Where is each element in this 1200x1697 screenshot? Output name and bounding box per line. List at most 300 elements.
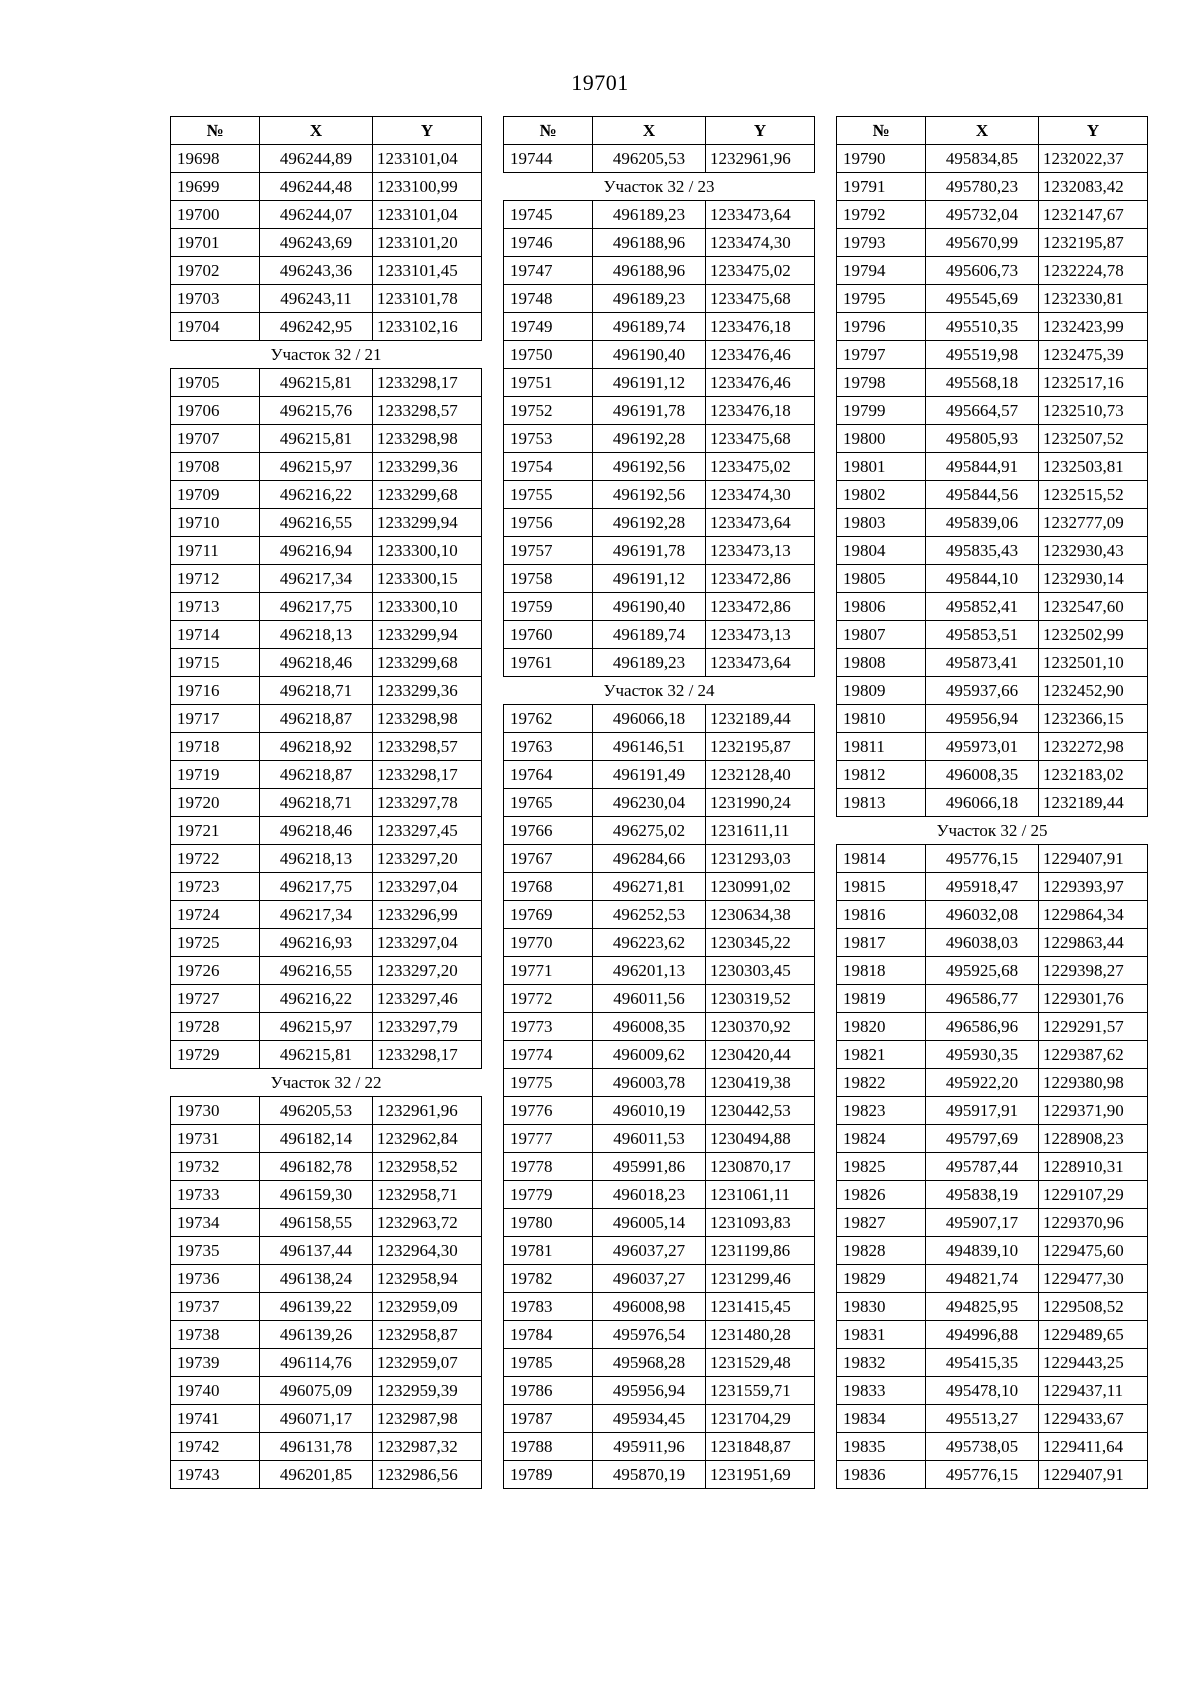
x-coordinate-cell: 496114,76: [260, 1349, 373, 1377]
table-row: [504, 845, 815, 873]
point-number-cell: 19717: [171, 705, 260, 733]
y-coordinate-cell: 1233297,20: [373, 957, 482, 985]
point-number-cell: 19736: [171, 1265, 260, 1293]
y-coordinate-cell: 1233472,86: [706, 593, 815, 621]
header-row: [837, 117, 1148, 145]
x-coordinate-cell: 496188,96: [593, 257, 706, 285]
coordinates-table-2: [503, 116, 815, 1489]
y-coordinate-cell: 1233299,94: [373, 621, 482, 649]
y-coordinate-cell: 1232958,94: [373, 1265, 482, 1293]
x-coordinate-cell: 495738,05: [926, 1433, 1039, 1461]
y-coordinate-cell: 1233476,18: [706, 313, 815, 341]
table-row: [171, 369, 482, 397]
table-row: [171, 1153, 482, 1181]
point-number-cell: 19802: [837, 481, 926, 509]
point-number-cell: 19767: [504, 845, 593, 873]
x-coordinate-cell: 496271,81: [593, 873, 706, 901]
y-coordinate-cell: 1232930,43: [1039, 537, 1148, 565]
x-coordinate-cell: 495415,35: [926, 1349, 1039, 1377]
section-row: [504, 173, 815, 201]
point-number-cell: 19823: [837, 1097, 926, 1125]
table-row: [504, 1013, 815, 1041]
table-row: [837, 1153, 1148, 1181]
y-coordinate-cell: 1229291,57: [1039, 1013, 1148, 1041]
table-row: [504, 789, 815, 817]
table-row: [837, 1097, 1148, 1125]
y-coordinate-cell: 1232452,90: [1039, 677, 1148, 705]
point-number-cell: 19796: [837, 313, 926, 341]
point-number-cell: 19702: [171, 257, 260, 285]
table-row: [171, 1377, 482, 1405]
table-row: [504, 649, 815, 677]
point-number-cell: 19752: [504, 397, 593, 425]
point-number-cell: 19710: [171, 509, 260, 537]
x-coordinate-cell: 495956,94: [926, 705, 1039, 733]
x-coordinate-cell: 495834,85: [926, 145, 1039, 173]
point-number-cell: 19794: [837, 257, 926, 285]
y-coordinate-cell: 1233475,02: [706, 453, 815, 481]
y-coordinate-cell: 1229437,11: [1039, 1377, 1148, 1405]
x-coordinate-cell: 495670,99: [926, 229, 1039, 257]
header-x: X: [260, 117, 373, 145]
table-row: [837, 229, 1148, 257]
table-row: [504, 817, 815, 845]
point-number-cell: 19784: [504, 1321, 593, 1349]
table-row: [504, 1125, 815, 1153]
y-coordinate-cell: 1232366,15: [1039, 705, 1148, 733]
table-row: [171, 1405, 482, 1433]
x-coordinate-cell: 496215,97: [260, 453, 373, 481]
x-coordinate-cell: 495797,69: [926, 1125, 1039, 1153]
table-row: [504, 901, 815, 929]
x-coordinate-cell: 496158,55: [260, 1209, 373, 1237]
x-coordinate-cell: 496201,85: [260, 1461, 373, 1489]
point-number-cell: 19788: [504, 1433, 593, 1461]
point-number-cell: 19793: [837, 229, 926, 257]
y-coordinate-cell: 1229301,76: [1039, 985, 1148, 1013]
table-row: [504, 873, 815, 901]
y-coordinate-cell: 1232272,98: [1039, 733, 1148, 761]
y-coordinate-cell: 1229398,27: [1039, 957, 1148, 985]
x-coordinate-cell: 496071,17: [260, 1405, 373, 1433]
x-coordinate-cell: 496216,22: [260, 985, 373, 1013]
point-number-cell: 19806: [837, 593, 926, 621]
table-row: [171, 593, 482, 621]
point-number-cell: 19731: [171, 1125, 260, 1153]
x-coordinate-cell: 496201,13: [593, 957, 706, 985]
x-coordinate-cell: 496192,28: [593, 425, 706, 453]
y-coordinate-cell: 1230370,92: [706, 1013, 815, 1041]
y-coordinate-cell: 1232189,44: [1039, 789, 1148, 817]
x-coordinate-cell: 496217,75: [260, 873, 373, 901]
x-coordinate-cell: 496586,77: [926, 985, 1039, 1013]
header-x: X: [593, 117, 706, 145]
point-number-cell: 19753: [504, 425, 593, 453]
x-coordinate-cell: 496218,46: [260, 649, 373, 677]
point-number-cell: 19774: [504, 1041, 593, 1069]
table-row: [504, 1153, 815, 1181]
coordinates-table-3: [836, 116, 1148, 1489]
x-coordinate-cell: 496192,56: [593, 481, 706, 509]
x-coordinate-cell: 496216,55: [260, 957, 373, 985]
y-coordinate-cell: 1230991,02: [706, 873, 815, 901]
x-coordinate-cell: 496205,53: [260, 1097, 373, 1125]
y-coordinate-cell: 1233297,04: [373, 929, 482, 957]
point-number-cell: 19706: [171, 397, 260, 425]
y-coordinate-cell: 1230319,52: [706, 985, 815, 1013]
y-coordinate-cell: 1233473,64: [706, 201, 815, 229]
x-coordinate-cell: 495937,66: [926, 677, 1039, 705]
table-row: [837, 1321, 1148, 1349]
x-coordinate-cell: 496037,27: [593, 1237, 706, 1265]
x-coordinate-cell: 496189,23: [593, 649, 706, 677]
x-coordinate-cell: 496191,12: [593, 369, 706, 397]
x-coordinate-cell: 496010,19: [593, 1097, 706, 1125]
table-row: [837, 1181, 1148, 1209]
x-coordinate-cell: 496218,46: [260, 817, 373, 845]
x-coordinate-cell: 496218,87: [260, 761, 373, 789]
point-number-cell: 19764: [504, 761, 593, 789]
x-coordinate-cell: 495956,94: [593, 1377, 706, 1405]
y-coordinate-cell: 1233100,99: [373, 173, 482, 201]
y-coordinate-cell: 1231611,11: [706, 817, 815, 845]
point-number-cell: 19831: [837, 1321, 926, 1349]
y-coordinate-cell: 1231990,24: [706, 789, 815, 817]
y-coordinate-cell: 1233475,02: [706, 257, 815, 285]
x-coordinate-cell: 495513,27: [926, 1405, 1039, 1433]
header-y: Y: [373, 117, 482, 145]
x-coordinate-cell: 496189,74: [593, 313, 706, 341]
table-row: [171, 1181, 482, 1209]
y-coordinate-cell: 1231293,03: [706, 845, 815, 873]
point-number-cell: 19754: [504, 453, 593, 481]
x-coordinate-cell: 495478,10: [926, 1377, 1039, 1405]
table-row: [504, 733, 815, 761]
table-row: [837, 929, 1148, 957]
x-coordinate-cell: 496244,48: [260, 173, 373, 201]
table-row: [171, 789, 482, 817]
table-row: [504, 1209, 815, 1237]
y-coordinate-cell: 1233101,04: [373, 201, 482, 229]
table-row: [171, 621, 482, 649]
y-coordinate-cell: 1229508,52: [1039, 1293, 1148, 1321]
table-row: [171, 1265, 482, 1293]
point-number-cell: 19816: [837, 901, 926, 929]
y-coordinate-cell: 1229380,98: [1039, 1069, 1148, 1097]
table-row: [837, 957, 1148, 985]
x-coordinate-cell: 496011,53: [593, 1125, 706, 1153]
x-coordinate-cell: 495907,17: [926, 1209, 1039, 1237]
x-coordinate-cell: 495839,06: [926, 509, 1039, 537]
table-row: [504, 1405, 815, 1433]
y-coordinate-cell: 1230303,45: [706, 957, 815, 985]
y-coordinate-cell: 1232959,07: [373, 1349, 482, 1377]
table-row: [837, 705, 1148, 733]
table-row: [837, 425, 1148, 453]
y-coordinate-cell: 1231299,46: [706, 1265, 815, 1293]
table-row: [504, 705, 815, 733]
point-number-cell: 19743: [171, 1461, 260, 1489]
table-row: [837, 453, 1148, 481]
point-number-cell: 19776: [504, 1097, 593, 1125]
x-coordinate-cell: 495844,56: [926, 481, 1039, 509]
y-coordinate-cell: 1231848,87: [706, 1433, 815, 1461]
point-number-cell: 19813: [837, 789, 926, 817]
x-coordinate-cell: 496243,36: [260, 257, 373, 285]
y-coordinate-cell: 1232517,16: [1039, 369, 1148, 397]
point-number-cell: 19825: [837, 1153, 926, 1181]
y-coordinate-cell: 1229407,91: [1039, 845, 1148, 873]
y-coordinate-cell: 1232961,96: [706, 145, 815, 173]
table-row: [837, 1209, 1148, 1237]
point-number-cell: 19770: [504, 929, 593, 957]
x-coordinate-cell: 496230,04: [593, 789, 706, 817]
table-row: [504, 761, 815, 789]
point-number-cell: 19759: [504, 593, 593, 621]
table-row: [504, 201, 815, 229]
x-coordinate-cell: 496008,98: [593, 1293, 706, 1321]
y-coordinate-cell: 1233299,68: [373, 481, 482, 509]
y-coordinate-cell: 1229489,65: [1039, 1321, 1148, 1349]
point-number-cell: 19772: [504, 985, 593, 1013]
x-coordinate-cell: 496182,14: [260, 1125, 373, 1153]
y-coordinate-cell: 1229407,91: [1039, 1461, 1148, 1489]
point-number-cell: 19769: [504, 901, 593, 929]
x-coordinate-cell: 496191,78: [593, 397, 706, 425]
table-row: [837, 201, 1148, 229]
table-row: [837, 761, 1148, 789]
y-coordinate-cell: 1233299,36: [373, 677, 482, 705]
table-row: [504, 1097, 815, 1125]
table-row: [504, 481, 815, 509]
x-coordinate-cell: 495925,68: [926, 957, 1039, 985]
point-number-cell: 19708: [171, 453, 260, 481]
point-number-cell: 19781: [504, 1237, 593, 1265]
y-coordinate-cell: 1233101,20: [373, 229, 482, 257]
y-coordinate-cell: 1233297,79: [373, 1013, 482, 1041]
y-coordinate-cell: 1230634,38: [706, 901, 815, 929]
y-coordinate-cell: 1231559,71: [706, 1377, 815, 1405]
table-row: [171, 257, 482, 285]
table-row: [837, 1265, 1148, 1293]
point-number-cell: 19724: [171, 901, 260, 929]
table-row: [837, 733, 1148, 761]
point-number-cell: 19700: [171, 201, 260, 229]
y-coordinate-cell: 1228910,31: [1039, 1153, 1148, 1181]
y-coordinate-cell: 1233474,30: [706, 481, 815, 509]
x-coordinate-cell: 495519,98: [926, 341, 1039, 369]
point-number-cell: 19714: [171, 621, 260, 649]
y-coordinate-cell: 1233298,57: [373, 397, 482, 425]
point-number-cell: 19826: [837, 1181, 926, 1209]
point-number-cell: 19711: [171, 537, 260, 565]
point-number-cell: 19756: [504, 509, 593, 537]
y-coordinate-cell: 1233473,64: [706, 509, 815, 537]
y-coordinate-cell: 1233297,20: [373, 845, 482, 873]
y-coordinate-cell: 1233473,13: [706, 621, 815, 649]
x-coordinate-cell: 495968,28: [593, 1349, 706, 1377]
y-coordinate-cell: 1233298,17: [373, 1041, 482, 1069]
y-coordinate-cell: 1229393,97: [1039, 873, 1148, 901]
point-number-cell: 19814: [837, 845, 926, 873]
x-coordinate-cell: 496137,44: [260, 1237, 373, 1265]
x-coordinate-cell: 496191,78: [593, 537, 706, 565]
point-number-cell: 19805: [837, 565, 926, 593]
table-row: [837, 1125, 1148, 1153]
point-number-cell: 19835: [837, 1433, 926, 1461]
x-coordinate-cell: 495917,91: [926, 1097, 1039, 1125]
point-number-cell: 19760: [504, 621, 593, 649]
point-number-cell: 19765: [504, 789, 593, 817]
table-row: [171, 1321, 482, 1349]
point-number-cell: 19828: [837, 1237, 926, 1265]
coordinates-table-1: [170, 116, 482, 1489]
x-coordinate-cell: 496218,92: [260, 733, 373, 761]
x-coordinate-cell: 496018,23: [593, 1181, 706, 1209]
table-row: [171, 145, 482, 173]
x-coordinate-cell: 496215,81: [260, 369, 373, 397]
point-number-cell: 19727: [171, 985, 260, 1013]
table-row: [837, 313, 1148, 341]
y-coordinate-cell: 1230420,44: [706, 1041, 815, 1069]
point-number-cell: 19746: [504, 229, 593, 257]
y-coordinate-cell: 1233300,10: [373, 537, 482, 565]
point-number-cell: 19779: [504, 1181, 593, 1209]
y-coordinate-cell: 1232475,39: [1039, 341, 1148, 369]
x-coordinate-cell: 495787,44: [926, 1153, 1039, 1181]
table-row: [837, 481, 1148, 509]
point-number-cell: 19732: [171, 1153, 260, 1181]
y-coordinate-cell: 1233298,98: [373, 705, 482, 733]
y-coordinate-cell: 1233298,98: [373, 425, 482, 453]
point-number-cell: 19721: [171, 817, 260, 845]
y-coordinate-cell: 1232501,10: [1039, 649, 1148, 677]
header-x: X: [926, 117, 1039, 145]
table-row: [837, 1041, 1148, 1069]
point-number-cell: 19712: [171, 565, 260, 593]
y-coordinate-cell: 1232963,72: [373, 1209, 482, 1237]
y-coordinate-cell: 1231704,29: [706, 1405, 815, 1433]
y-coordinate-cell: 1229863,44: [1039, 929, 1148, 957]
table-row: [837, 1377, 1148, 1405]
point-number-cell: 19748: [504, 285, 593, 313]
point-number-cell: 19833: [837, 1377, 926, 1405]
x-coordinate-cell: 496003,78: [593, 1069, 706, 1097]
point-number-cell: 19720: [171, 789, 260, 817]
table-row: [171, 733, 482, 761]
table-row: [171, 985, 482, 1013]
x-coordinate-cell: 496192,56: [593, 453, 706, 481]
table-row: [504, 1461, 815, 1489]
table-row: [171, 1209, 482, 1237]
header-y: Y: [1039, 117, 1148, 145]
point-number-cell: 19762: [504, 705, 593, 733]
point-number-cell: 19766: [504, 817, 593, 845]
point-number-cell: 19836: [837, 1461, 926, 1489]
table-row: [504, 453, 815, 481]
point-number-cell: 19707: [171, 425, 260, 453]
table-row: [504, 1321, 815, 1349]
x-coordinate-cell: 496189,23: [593, 201, 706, 229]
page-number: 19701: [571, 70, 629, 95]
y-coordinate-cell: 1231480,28: [706, 1321, 815, 1349]
table-row: [504, 145, 815, 173]
x-coordinate-cell: 496005,14: [593, 1209, 706, 1237]
table-row: [837, 649, 1148, 677]
x-coordinate-cell: 496586,96: [926, 1013, 1039, 1041]
x-coordinate-cell: 495606,73: [926, 257, 1039, 285]
table-row: [171, 1237, 482, 1265]
x-coordinate-cell: 496243,11: [260, 285, 373, 313]
point-number-cell: 19812: [837, 761, 926, 789]
point-number-cell: 19737: [171, 1293, 260, 1321]
y-coordinate-cell: 1232959,09: [373, 1293, 482, 1321]
point-number-cell: 19827: [837, 1209, 926, 1237]
table-row: [504, 1237, 815, 1265]
x-coordinate-cell: 494825,95: [926, 1293, 1039, 1321]
x-coordinate-cell: 495805,93: [926, 425, 1039, 453]
point-number-cell: 19801: [837, 453, 926, 481]
y-coordinate-cell: 1229443,25: [1039, 1349, 1148, 1377]
point-number-cell: 19713: [171, 593, 260, 621]
y-coordinate-cell: 1230870,17: [706, 1153, 815, 1181]
y-coordinate-cell: 1232183,02: [1039, 761, 1148, 789]
table-row: [171, 1293, 482, 1321]
y-coordinate-cell: 1232987,98: [373, 1405, 482, 1433]
x-coordinate-cell: 496008,35: [593, 1013, 706, 1041]
section-row: [171, 341, 482, 369]
y-coordinate-cell: 1231061,11: [706, 1181, 815, 1209]
table-row: [504, 1181, 815, 1209]
x-coordinate-cell: 495930,35: [926, 1041, 1039, 1069]
x-coordinate-cell: 495853,51: [926, 621, 1039, 649]
point-number-cell: 19725: [171, 929, 260, 957]
table-row: [171, 453, 482, 481]
y-coordinate-cell: 1233298,17: [373, 761, 482, 789]
point-number-cell: 19730: [171, 1097, 260, 1125]
y-coordinate-cell: 1229107,29: [1039, 1181, 1148, 1209]
x-coordinate-cell: 496066,18: [593, 705, 706, 733]
section-title: Участок 32 / 22: [171, 1069, 482, 1097]
point-number-cell: 19738: [171, 1321, 260, 1349]
table-row: [504, 565, 815, 593]
x-coordinate-cell: 496216,22: [260, 481, 373, 509]
x-coordinate-cell: 496075,09: [260, 1377, 373, 1405]
point-number-cell: 19782: [504, 1265, 593, 1293]
y-coordinate-cell: 1231199,86: [706, 1237, 815, 1265]
y-coordinate-cell: 1233102,16: [373, 313, 482, 341]
x-coordinate-cell: 495852,41: [926, 593, 1039, 621]
y-coordinate-cell: 1232986,56: [373, 1461, 482, 1489]
x-coordinate-cell: 496011,56: [593, 985, 706, 1013]
section-title: Участок 32 / 24: [504, 677, 815, 705]
point-number-cell: 19786: [504, 1377, 593, 1405]
x-coordinate-cell: 495780,23: [926, 173, 1039, 201]
x-coordinate-cell: 495545,69: [926, 285, 1039, 313]
table-row: [171, 397, 482, 425]
x-coordinate-cell: 496216,55: [260, 509, 373, 537]
table-row: [171, 173, 482, 201]
y-coordinate-cell: 1233299,94: [373, 509, 482, 537]
table-row: [837, 285, 1148, 313]
table-row: [171, 649, 482, 677]
y-coordinate-cell: 1229477,30: [1039, 1265, 1148, 1293]
table-row: [837, 509, 1148, 537]
table-row: [837, 789, 1148, 817]
y-coordinate-cell: 1232128,40: [706, 761, 815, 789]
y-coordinate-cell: 1231529,48: [706, 1349, 815, 1377]
x-coordinate-cell: 495844,10: [926, 565, 1039, 593]
